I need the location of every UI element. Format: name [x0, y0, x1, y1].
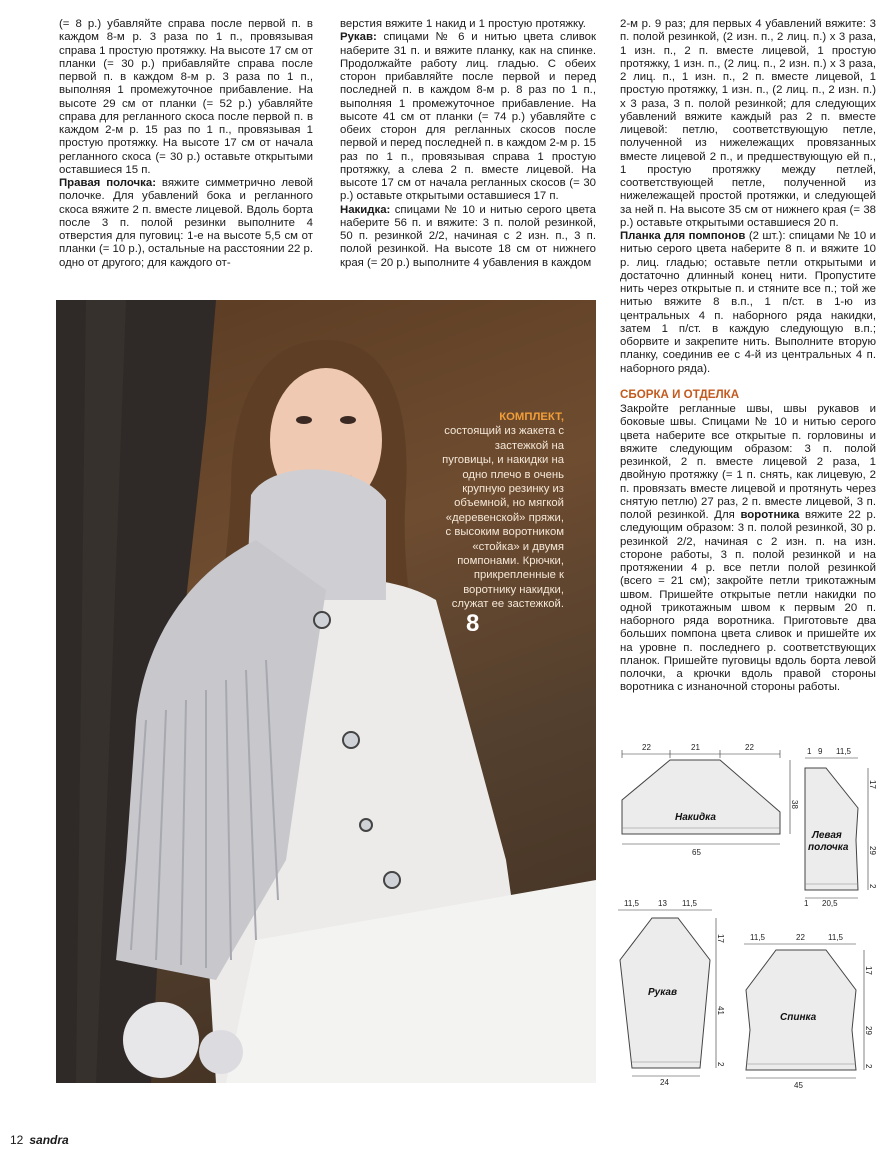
paragraph: Закройте регланные швы, швы рукавов и боковые швы. Спицами № 10 и нитью серого цвета наберите все открытые п. горловины и вяжите следующим образом: 3 п. полой резинкой, 2 п. вместе лицевой 2 раза, 1 двойную протяжку (= 1 п. снять, как лицевую, 2 п. провязать вместе лицевой и протянуть через снятую петлю) 27 раз, 2 п. вместе лицевой, 3 п. полой резинкой. Для воротника вяжите 22 р. следующим образом: 3 п. полой резинкой, 30 р. резинкой 2/2, начиная с 2 изн. п. на изн. стороне работы, 3 п. полой резинкой и на протяжении 4 р. все петли полой резинкой (всего = 21 см); закройте петли трикотажным швом. Пришейте открытые петли накидки по одной трикотажным швом к первым 20 п. наборного ряда воротника. Приготовьте два больших помпона цвета сливок и пришейте их на уровне п. последнего р. соответствующих планок. Пришейте пуговицы вдоль борта левой полочки, а крючки вдоль правой стороны воротника с изнаночной стороны работы. [620, 403, 876, 694]
paragraph: Рукав: спицами № 6 и нитью цвета сливок наберите 31 п. и вяжите планку, как на спинке. Продолжайте работу лиц. гладью. С обеих сторон прибавляйте после первой и перед последней п. в каждом 8-м р. 8 раз по 1 п., выполняя 1 промежуточное прибавление. На высоте 41 см от планки (= 74 р.) убавляйте с обеих сторон для регланных скосов после первой и перед последней п. в каждом 2-м р. 15 раз по 1 п., провязывая справа 1 простую протяжку, а слева 2 п. вместе лицевой. На высоте 17 см от начала регланных скосов (= 30 р.) оставьте открытыми оставшиеся 17 п. [340, 31, 596, 203]
svg-text:22: 22 [796, 933, 805, 942]
svg-text:11,5: 11,5 [624, 899, 639, 908]
model-photo [56, 300, 596, 1083]
svg-text:17: 17 [716, 934, 725, 943]
svg-text:22: 22 [642, 743, 651, 752]
svg-text:45: 45 [794, 1081, 803, 1090]
paragraph: верстия вяжите 1 накид и 1 простую протяжку. [340, 18, 586, 30]
svg-text:24: 24 [660, 1078, 669, 1087]
svg-text:Рукав: Рукав [648, 987, 678, 998]
svg-text:29: 29 [864, 1026, 873, 1035]
svg-text:2: 2 [716, 1062, 725, 1067]
svg-text:11,5: 11,5 [828, 933, 843, 942]
svg-text:9: 9 [818, 747, 823, 756]
left-front-diagram [804, 747, 877, 908]
back-diagram [744, 933, 873, 1090]
svg-text:21: 21 [691, 743, 700, 752]
svg-text:полочка: полочка [808, 842, 849, 853]
svg-text:17: 17 [868, 780, 877, 789]
page-footer [10, 1133, 69, 1147]
svg-text:20,5: 20,5 [822, 899, 838, 908]
paragraph-heading: Накидка: [340, 203, 391, 216]
svg-text:2: 2 [864, 1064, 873, 1069]
paragraph: Планка для помпонов (2 шт.): спицами № 10 и нитью серого цвета наберите 8 п. и вяжите 10 р. лиц. гладью; оставьте петли открытыми и достаточно длинный конец нити. Пропустите нить через открытые п. и стяните все п.; той же нитью вяжите 8 в.п., 1 п/ст. в 1-ю из центральных 4 п. наборного ряда накидки, затем 1 п/ст. в каждую следующую в.п.; оборвите и закрепите нить. Выполните вторую планку, соединив ее с 4-й из центральных 4 п. наборного ряда). [620, 230, 876, 375]
svg-text:11,5: 11,5 [682, 899, 697, 908]
paragraph: 2-м р. 9 раз; для первых 4 убавлений вяжите: 3 п. полой резинкой, (2 изн. п., 2 лиц. п.) х 3 раза, 1 изн. п., 2 п. вместе лицевой, 1 простую протяжку, 1 изн. п., (2 лиц. п., 2 изн. п.) х 3 раза, 2 лиц. п., 1 изн. п., 2 п. вместе лицевой, 1 простую протяжку, 1 изн. п., (2 лиц. п., 2 изн. п.) х 3 раза, 3 п. полой резинкой; для следующих убавлений вяжите каждый раз 2 п. вместе лицевой: петлю, соответствующую петле, полученной из нижележащих провязанных вместе лицевой 2 п., и предшествующую ей п., 1 простую протяжку между петлей, соответствующей петле, полученной из нижележащей простой протяжки, и следующей за ней п. На высоте 35 см от нижнего края (= 38 р.) оставьте открытыми оставшиеся 20 п. [620, 18, 876, 229]
svg-text:17: 17 [864, 966, 873, 975]
paragraph: Накидка: спицами № 10 и нитью серого цвета наберите 56 п. и вяжите: 3 п. полой резинкой, 50 п. резинкой 2/2, начиная с 2 изн. п., 3 п. полой резинкой. На высоте 18 см от нижнего края (= 20 р.) выполните 4 убавления в каждом [340, 203, 596, 269]
svg-text:2: 2 [868, 884, 877, 889]
svg-text:38: 38 [790, 800, 799, 809]
paragraph: Правая полочка: вяжите симметрично левой полочке. Для убавлений бока и регланного скоса вяжите 2 п. вместе лицевой. Вдоль борта после 3 п. полой резинки выполните 4 отверстия для пуговиц: 1-е на высоте 5,5 см от планки (= 10 р.), остальные на расстоянии 22 р. одно от другого; для каждого от- [59, 177, 314, 269]
svg-text:11,5: 11,5 [750, 933, 765, 942]
magazine-brand: sandra [29, 1133, 69, 1147]
svg-text:41: 41 [716, 1006, 725, 1015]
paragraph-heading: Планка для помпонов [620, 230, 746, 242]
text-column-1 [59, 18, 313, 270]
svg-text:1: 1 [807, 747, 812, 756]
text-column-2 [340, 18, 596, 270]
svg-text:Спинка: Спинка [780, 1012, 817, 1023]
svg-text:29: 29 [868, 846, 877, 855]
pattern-diagrams [600, 740, 884, 1090]
text-column-3 [620, 18, 876, 695]
svg-text:1: 1 [804, 899, 809, 908]
section-heading: СБОРКА И ОТДЕЛКА [620, 387, 740, 401]
svg-text:22: 22 [745, 743, 754, 752]
cape-diagram [622, 743, 799, 857]
paragraph-heading: Правая полочка: [59, 177, 156, 189]
svg-text:65: 65 [692, 848, 701, 857]
photo-caption: КОМПЛЕКТ, состоящий из жакета с застежкой на пуговицы, и накидки на одно плечо в очень крупную резинку из объемной, но мягкой «деревенской» пряжи, с высоким воротником «стойка» и двумя помпонами. Крючки, прикрепленные к воротнику накидки, служат ее застежкой. [442, 411, 564, 611]
paragraph: (= 8 р.) убавляйте справа после первой п. в каждом 8-м р. 3 раза по 1 п., провязывая справа 1 простую протяжку. На высоте 17 см от планки (= 30 р.) прибавляйте справа после первой п. в каждом 8-м р. 3 раза по 1 п., выполняя 1 промежуточное прибавление. На высоте 29 см от планки (= 52 р.) убавляйте справа для регланного скоса после первой п. в каждом 2-м р. 15 раз по 1 п., провязывая 1 простую протяжку. На высоте 17 см от начала регланного скоса (= 30 р.) оставьте открытыми оставшиеся 15 п. [59, 18, 313, 176]
sleeve-diagram [618, 899, 725, 1087]
model-number: 8 [466, 610, 480, 637]
svg-text:Накидка: Накидка [675, 812, 716, 823]
svg-text:13: 13 [658, 899, 667, 908]
page-number: 12 [10, 1133, 24, 1147]
paragraph-heading: Рукав: [340, 31, 377, 44]
svg-text:11,5: 11,5 [836, 747, 851, 756]
svg-text:Левая: Левая [812, 830, 842, 841]
